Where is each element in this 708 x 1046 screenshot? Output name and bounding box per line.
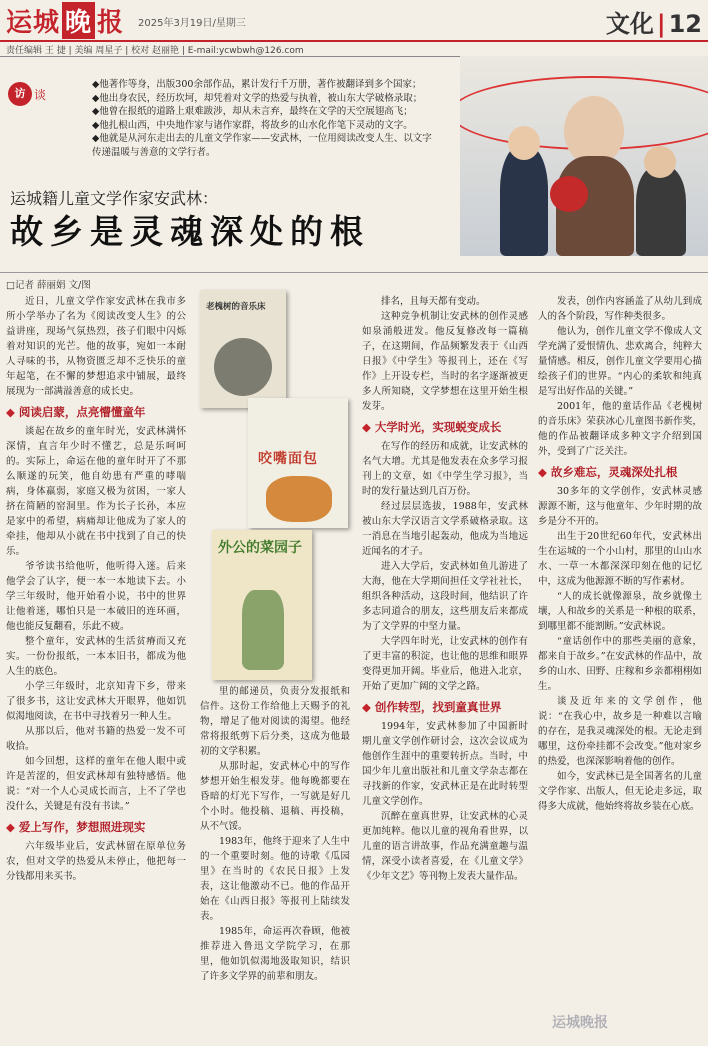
book-title: 老槐树的音乐床 (206, 302, 266, 312)
intro-bullet: ◆他就是从河东走出去的儿童文学作家——安武林，一位用阅读改变人生、以文字 (92, 133, 432, 144)
intro-bullet: ◆他扎根山西，中央地作家与诸作家群，将故乡的山水化作笔下灵动的文字。 (92, 119, 413, 131)
page-number: 12 (668, 10, 702, 38)
paragraph: 这种竞争机制让安武林的创作灵感如泉涌般迸发。他反复修改每一篇稿子，在这期间，作品频繁发表于《山西日报》《中学生》等报刊上，还在《写作》上开设专栏，当时的名字逐渐被更多人所知晓，文学梦想在这里开始生根发芽。 (362, 311, 528, 412)
subheading (362, 420, 528, 435)
paragraph: 1983年，他终于迎来了人生中的一个重要时刻。他的诗歌《瓜园里》在当时的《农民日报》上发表，这让他激动不已。他的作品开始在《山西日报》等报刊上陆续发表。 (200, 836, 350, 922)
interview-badge: 访 (8, 82, 32, 106)
paragraph: 2001年，他的童话作品《老槐树的音乐床》荣获冰心儿童图书新作奖，他的作品被翻译成多种文字介绍到国外，受到了广泛关注。 (538, 401, 702, 457)
paragraph: 大学四年时光，让安武林的创作有了更丰富的积淀，也让他的思维和眼界变得更加开阔。毕业后，他进入北京，开始了更加广阔的文学之路。 (362, 636, 528, 692)
subheading-text: 创作转型，找到童真世界 (374, 700, 502, 714)
article-column-4 (538, 294, 702, 1010)
paragraph: 如今，安武林已是全国著名的儿童文学作家、出版人，但无论走多远，取得多大成就，他始终将故乡装在心底。 (538, 771, 702, 812)
paragraph: 如今回想，这样的童年在他人眼中或许是苦涩的，但安武林却有独特感悟。他说：“对一个人心灵成长而言，上不了学也没什么，关键是有没有书读。” (6, 756, 186, 812)
byline-rule (0, 272, 708, 273)
section-divider: | (656, 10, 666, 38)
book-illustration (214, 338, 272, 396)
paragraph: 里的邮递员，负责分发报纸和信件。这份工作给他上天赐予的礼物，增足了他对阅读的渴望。他经常将报纸剪下后分类，这成为他最初的文学积累。 (200, 686, 350, 757)
paragraph: “人的成长就像源泉，故乡就像土壤，人和故乡的关系是一种根的联系，到哪里都不能割断。”安武林说。 (538, 591, 702, 632)
logo-text-box: 晚 (62, 2, 95, 39)
diamond-icon: ◆ (538, 465, 547, 479)
editor-credits: 责任编辑 王 捷 | 美编 周星子 | 校对 赵丽艳 | E-mail:ycwbwh@126.com (6, 46, 304, 56)
book-cover (212, 530, 312, 680)
headline: 故乡是灵魂深处的根 (10, 212, 370, 251)
issue-date: 2025年3月19日/星期三 (138, 18, 246, 29)
subheading-text: 大学时光，实现蜕变成长 (374, 420, 502, 434)
diamond-icon: ◆ (6, 405, 15, 419)
intro-bullet: ◆他著作等身，出版300余部作品，累计发行千万册，著作被翻译到多个国家； (92, 79, 422, 90)
watermark-logo: 运城晚报 (552, 1015, 608, 1031)
book-cover (248, 398, 348, 528)
subheading (6, 820, 186, 835)
paragraph: 整个童年，安武林的生活贫瘠而又充实。一份份报纸，一本本旧书，都成为他人生的底色。 (6, 636, 186, 677)
paragraph: 六年级毕业后，安武林留在原单位务农，但对文学的热爱从未停止，他把每一分钱都用来买书。 (6, 841, 186, 882)
intro-bullets (92, 78, 432, 159)
masthead (0, 0, 708, 40)
paragraph: 发表，创作内容涵盖了从幼儿到成人的各个阶段，写作种类很多。 (538, 296, 702, 322)
book-cover (200, 290, 286, 408)
subheading-text: 爱上写作，梦想照进现实 (18, 820, 146, 834)
paragraph: 出生于20世纪60年代，安武林出生在运城的一个小山村，那里的山山水水、一草一木都深深印刻在他的记忆中，这成为他源源不断的写作素材。 (538, 531, 702, 587)
author-photo (460, 56, 708, 256)
book-title: 咬嘴面包 (258, 451, 318, 467)
logo-text-pre: 运城 (6, 8, 61, 38)
paragraph: 在写作的经历和成就，让安武林的名气大增。尤其是他发表在众多学习报刊上的文章，如《中学生学习报》，当时的发行量达到几百万份。 (362, 441, 528, 497)
paragraph: 进入大学后，安武林如鱼儿游进了大海，他在大学期间担任文学社社长，组织各种活动，这段时间，他结识了许多志同道合的朋友，这些朋友后来都成为了文学界的中坚力量。 (362, 561, 528, 632)
intro-bullet: ◆他曾在报纸的道路上艰难跋涉，却从未言弃，最终在文学的天空展翅高飞； (92, 106, 413, 117)
subheading (362, 700, 528, 715)
paragraph: 1994年，安武林参加了中国新时期儿童文学创作研讨会，这次会议成为他创作生涯中的重要转折点。当时，中国少年儿童出版社和儿童文学杂志都在寻找新的作家，安武林正是在此时转型儿童文学创作。 (362, 721, 528, 807)
logo-text-post: 报 (97, 8, 125, 38)
diamond-icon: ◆ (6, 820, 15, 834)
paragraph: 谈起在故乡的童年时光，安武林满怀深情，直言年少时不懂艺，总是乐呵呵的。实际上，命运在他的童年时开了不那么顺遂的玩笑，他自幼患有严重的哮喘病，身体羸弱，家庭又极为贫困，一家人挤在简陋的窑洞里。作为长子长孙，本应是家中的希望，病痛却让他成为了家人的牵挂，他却从小就在书中找到了自己的快乐。 (6, 426, 186, 557)
paragraph: 从那以后，他对书籍的热爱一发不可收拾。 (6, 726, 186, 752)
subheading (6, 405, 186, 420)
diamond-icon: ◆ (362, 420, 371, 434)
book-title: 外公的菜园子 (218, 540, 302, 556)
header-rule (0, 40, 708, 42)
paragraph: 谈及近年来的文学创作，他说：“在我心中，故乡是一种难以言喻的存在，是我灵魂深处的根。无论走到哪里，这份牵挂都不会改变。”他对家乡的热爱，也深深影响着他的创作。 (538, 696, 702, 767)
paragraph: 爷爷读书给他听，他听得入迷。后来他学会了认字，便一本一本地读下去。小学三年级时，他开始看小说，书中的世界让他着迷，哪怕只是一本破旧的连环画，他也能反复翻看，乐此不疲。 (6, 561, 186, 632)
subheading-text: 故乡难忘，灵魂深处扎根 (550, 465, 678, 479)
article-column-3 (362, 294, 528, 1042)
byline: □记者 薛丽娟 文/图 (6, 280, 91, 291)
paragraph: 30多年的文学创作，安武林灵感源源不断，这与他童年、少年时期的故乡是分不开的。 (538, 486, 702, 527)
paragraph: 他认为，创作儿童文学不像成人文学充满了爱恨情仇、悲欢离合，纯粹大量情感。相反，创作儿童文学要用心描绘孩子们的世界。“内心的柔软和纯真是写出好作品的关键。” (538, 326, 702, 397)
paragraph: 小学三年级时，北京知青下乡，带来了很多书，这让安武林大开眼界，他如饥似渴地阅读，在书中寻找着另一种人生。 (6, 681, 186, 722)
subheading-text: 阅读启蒙，点亮懵懂童年 (18, 405, 146, 419)
intro-bullet: ◆他出身农民，经历坎坷，却凭着对文学的热爱与执着，被山东大学破格录取； (92, 92, 423, 104)
book-illustration (266, 476, 332, 522)
newspaper-logo (6, 2, 124, 39)
diamond-icon: ◆ (362, 700, 371, 714)
section-heading (606, 4, 702, 39)
headline-kicker: 运城籍儿童文学作家安武林： (10, 189, 219, 208)
book-illustration (242, 590, 284, 670)
paragraph: 沉醉在童真世界，让安武林的心灵更加纯粹。他以儿童的视角看世界，以儿童的语言讲故事，作品充满童趣与温情，深受小读者喜爱，在《儿童文学》《少年文艺》等刊物上发表大量作品。 (362, 811, 528, 882)
paragraph: 从那时起，安武林心中的写作梦想开始生根发芽。他每晚都要在昏暗的灯光下写作，一写就是好几个小时。他投稿、退稿、再投稿，从不气馁。 (200, 761, 350, 832)
paragraph: 近日，儿童文学作家安武林在我市多所小学举办了名为《阅读改变人生》的公益讲座，现场气氛热烈，孩子们眼中闪烁着对知识的光芒。他的故事，宛如一本耐人寻味的书，从物资匮乏却不乏快乐的童年起笔，在不懈的梦想追求中铺展，最终展现为一部满溢善意的成长史。 (6, 296, 186, 397)
paragraph: 排名，且每天都有变动。 (381, 296, 486, 307)
paragraph: “童话创作中的那些美丽的意象，都来自于故乡。”在安武林的作品中，故乡的山水、田野、庄稼和乡亲都栩栩如生。 (538, 636, 702, 692)
article-column-2 (200, 684, 350, 1042)
article-column-1 (6, 294, 186, 1042)
intro-bullet: 传递温暖与善意的文学行者。 (92, 146, 216, 158)
paragraph: 经过层层选拔，1988年，安武林被山东大学汉语言文学系破格录取。这一消息在当地引起轰动，他成为当地远近闻名的才子。 (362, 501, 528, 557)
interview-badge-suffix: 谈 (34, 88, 47, 102)
paragraph: 1985年，命运再次眷顾，他被推荐进入鲁迅文学院学习，在那里，他如饥似渴地汲取知识，结识了许多文学界的前辈和朋友。 (200, 926, 350, 982)
subheading (538, 465, 702, 480)
section-name: 文化 (605, 10, 654, 38)
